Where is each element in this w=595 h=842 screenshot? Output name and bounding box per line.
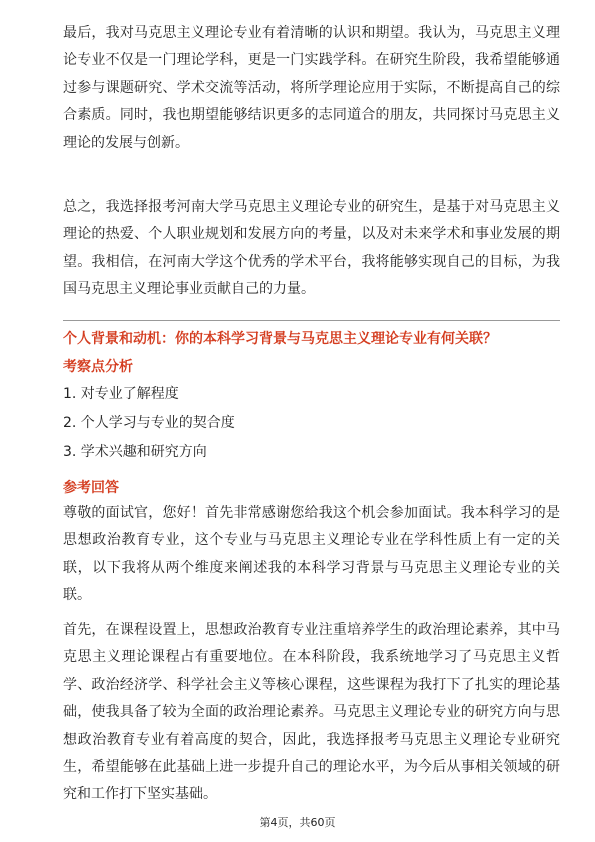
page-number: 第4页，共60页: [259, 816, 336, 829]
paragraph-expectations: 最后，我对马克思主义理论专业有着清晰的认识和期望。我认为，马克思主义理论专业不仅是一门理论学科，更是一门实践学科。在研究生阶段，我希望能够通过参与课题研究、学术交流等活动，将所学理论应用于实际，不断提高自己的综合素质。同时，我也期望能够结识更多的志同道合的朋友，共同探讨马克思主义理论的发展与创新。: [63, 25, 560, 151]
answer-heading: 参考回答: [63, 480, 119, 496]
paragraph-answer-intro: 尊敬的面试官，您好！首先非常感谢您给我这个机会参加面试。我本科学习的是思想政治教育专业，这个专业与马克思主义理论专业在学科性质上有一定的关联，以下我将从两个维度来阐述我的本科学习背景与马克思主义理论专业的关联。: [63, 505, 560, 604]
paragraph-answer-courses: 首先，在课程设置上，思想政治教育专业注重培养学生的政治理论素养，其中马克思主义理论课程占有重要地位。在本科阶段，我系统地学习了马克思主义哲学、政治经济学、科学社会主义等核心课程，这些课程为我打下了扎实的理论基础，使我具备了较为全面的政治理论素养。马克思主义理论专业的研究方向与思想政治教育专业有着高度的契合，因此，我选择报考马克思主义理论专业研究生，希望能够在此基础上进一步提升自己的理论水平，为今后从事相关领域的研究和工作打下坚实基础。: [63, 622, 560, 803]
list-item: 1. 对专业了解程度: [63, 386, 179, 402]
question-heading: 个人背景和动机：你的本科学习背景与马克思主义理论专业有何关联？: [63, 331, 497, 347]
paragraph-conclusion: 总之，我选择报考河南大学马克思主义理论专业的研究生，是基于对马克思主义理论的热爱、个人职业规划和发展方向的考量，以及对未来学术和事业发展的期望。我相信，在河南大学这个优秀的学术平台，我将能够实现自己的目标，为我国马克思主义理论事业贡献自己的力量。: [63, 199, 560, 298]
points-heading: 考察点分析: [63, 359, 133, 375]
list-item: 2. 个人学习与专业的契合度: [63, 415, 235, 431]
section-divider: [63, 320, 560, 321]
list-item: 3. 学术兴趣和研究方向: [63, 444, 207, 460]
